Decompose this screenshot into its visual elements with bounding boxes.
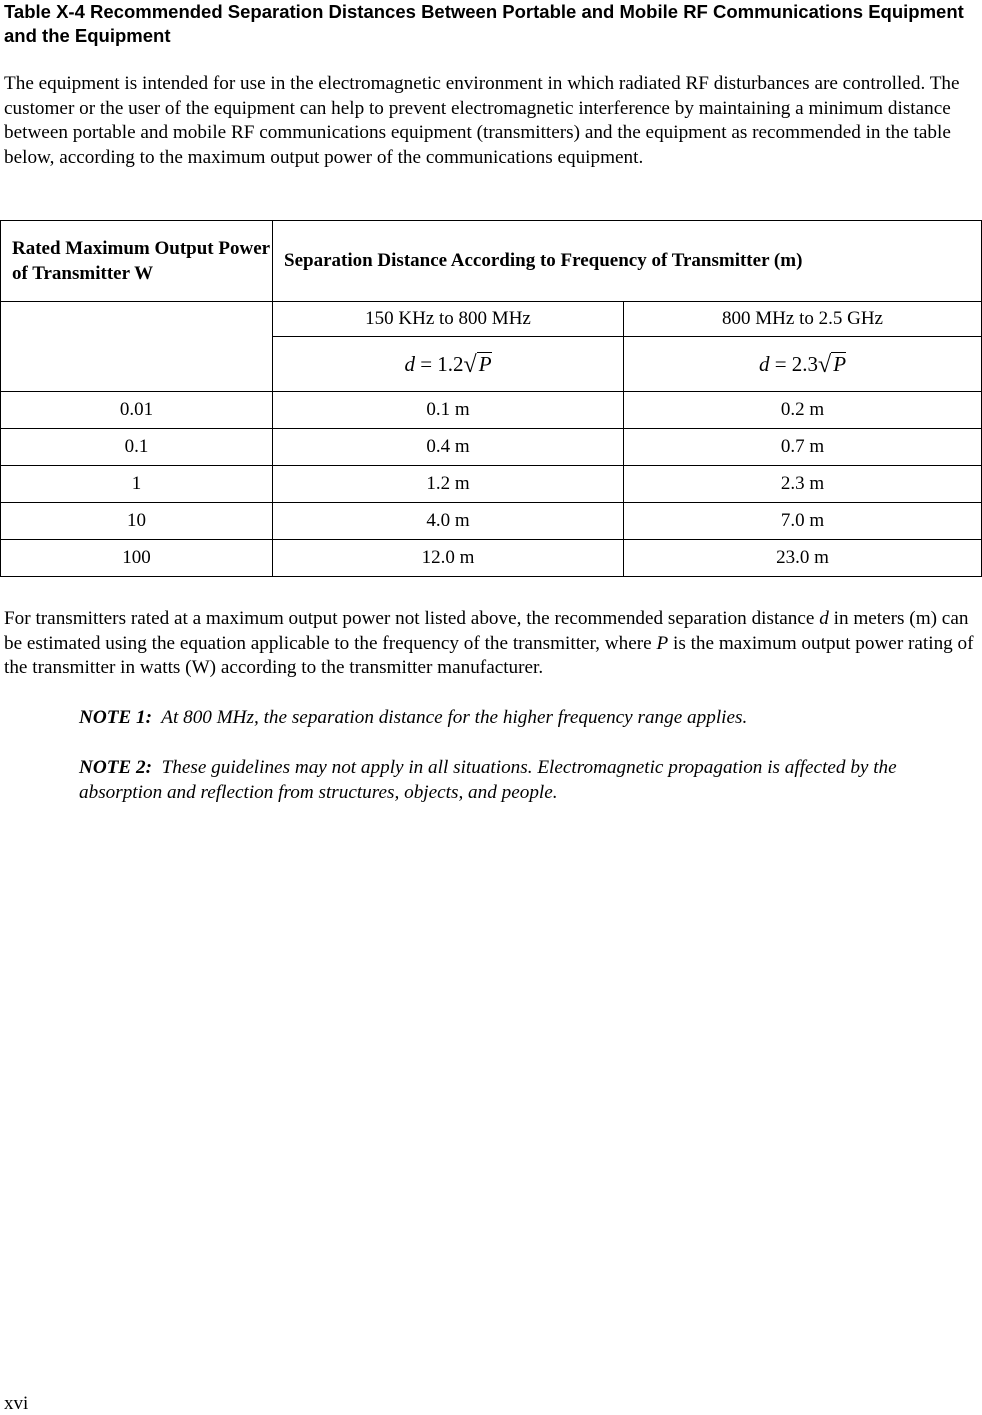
cell-distance-high: 0.2 m bbox=[624, 392, 982, 429]
table-row bbox=[1, 540, 982, 577]
cell-distance-low: 1.2 m bbox=[273, 466, 624, 503]
table-row bbox=[1, 466, 982, 503]
empty-header-cell bbox=[1, 302, 273, 392]
cell-distance-low: 0.1 m bbox=[273, 392, 624, 429]
separation-distance-table bbox=[0, 220, 982, 577]
cell-distance-high: 23.0 m bbox=[624, 540, 982, 577]
cell-distance-high: 0.7 m bbox=[624, 429, 982, 466]
cell-distance-low: 4.0 m bbox=[273, 503, 624, 540]
cell-power: 1 bbox=[1, 466, 273, 503]
cell-power: 100 bbox=[1, 540, 273, 577]
formula-high: d = 2.3√P bbox=[624, 337, 982, 392]
cell-distance-low: 12.0 m bbox=[273, 540, 624, 577]
table-row bbox=[1, 429, 982, 466]
header-rated-power: Rated Maximum Output Power of Transmitter W bbox=[1, 221, 273, 302]
table-row bbox=[1, 503, 982, 540]
note-1: NOTE 1: At 800 MHz, the separation distance for the higher frequency range applies. bbox=[79, 707, 748, 728]
cell-power: 0.1 bbox=[1, 429, 273, 466]
cell-distance-high: 2.3 m bbox=[624, 466, 982, 503]
table-row bbox=[1, 392, 982, 429]
cell-power: 0.01 bbox=[1, 392, 273, 429]
page-number: xvi bbox=[4, 1393, 29, 1414]
intro-paragraph: The equipment is intended for use in the electromagnetic environment in which radiated RF disturbances are controlled. The customer or the user of the equipment can help to prevent electromagnetic interference by maintaining a minimum distance between portable and mobile RF communications equipment (transmitters) and the equipment as recommended in the table below, according to the maximum output power of the communications equipment. bbox=[4, 73, 960, 168]
header-freq-high: 800 MHz to 2.5 GHz bbox=[624, 302, 982, 337]
table-title: Table X-4 Recommended Separation Distances Between Portable and Mobile RF Communications Equipment and the Equipment bbox=[4, 1, 964, 46]
cell-distance-low: 0.4 m bbox=[273, 429, 624, 466]
cell-distance-high: 7.0 m bbox=[624, 503, 982, 540]
formula-low: d = 1.2√P bbox=[273, 337, 624, 392]
header-freq-low: 150 KHz to 800 MHz bbox=[273, 302, 624, 337]
note-2: NOTE 2: These guidelines may not apply in all situations. Electromagnetic propagation is affected by the absorption and reflection from structures, objects, and people. bbox=[79, 757, 897, 803]
header-separation-distance: Separation Distance According to Frequency of Transmitter (m) bbox=[273, 221, 982, 302]
cell-power: 10 bbox=[1, 503, 273, 540]
estimation-paragraph: For transmitters rated at a maximum output power not listed above, the recommended separation distance d in meters (m) can be estimated using the equation applicable to the frequency of the transmitter, where P is the maximum output power rating of the transmitter in watts (W) according to the transmitter manufacturer. bbox=[4, 608, 974, 678]
